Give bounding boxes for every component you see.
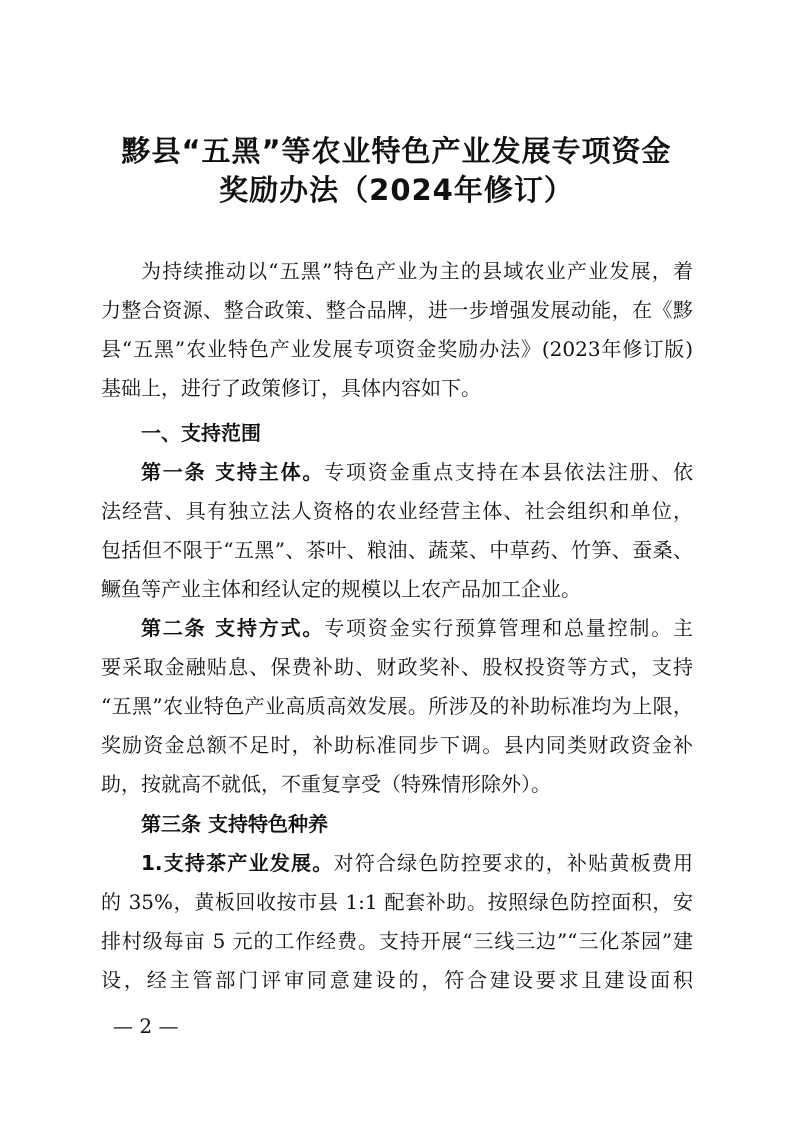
article-label: 第一条 支持主体。 (141, 460, 325, 484)
article-paragraph-line: “五黑”农业特色产业高质高效发展。所涉及的补助标准均为上限， (101, 694, 693, 718)
item-paragraph-line: 设，经主管部门评审同意建设的，符合建设要求且建设面积 (101, 968, 693, 992)
item-paragraph-line: 排村级每亩 5 元的工作经费。支持开展“三线三边”“三化茶园”建 (101, 929, 693, 953)
article-heading: 第三条 支持特色种养 (141, 812, 328, 836)
article-paragraph-line: 包括但不限于“五黑”、茶叶、粮油、蔬菜、中草药、竹笋、蚕桑、 (101, 538, 693, 562)
item-paragraph-line: 的 35%，黄板回收按市县 1:1 配套补助。按照绿色防控面积，安 (101, 890, 693, 914)
document-title-line2: 奖励办法（2024年修订） (219, 173, 574, 207)
article-paragraph-line: 助，按就高不就低，不重复享受（特殊情形除外）。 (101, 772, 551, 796)
item-paragraph-line (141, 850, 693, 876)
article-paragraph-line: 法经营、具有独立法人资格的农业经营主体、社会组织和单位， (101, 499, 693, 523)
section-heading: 一、支持范围 (141, 421, 261, 445)
article-text: 专项资金实行预算管理和总量控制。主 (324, 616, 694, 640)
article-paragraph-line: 要采取金融贴息、保费补助、财政奖补、股权投资等方式，支持 (101, 655, 693, 679)
document-title-line1: 黟县“五黑”等农业特色产业发展专项资金 (121, 134, 672, 168)
intro-line: 基础上，进行了政策修订，具体内容如下。 (101, 376, 481, 400)
article-label: 第二条 支持方式。 (141, 616, 325, 640)
article-paragraph-line: 奖励资金总额不足时，补助标准同步下调。县内同类财政资金补 (101, 733, 693, 757)
page-number: — 2 — (113, 1014, 179, 1038)
article-paragraph-line (141, 459, 693, 485)
article-paragraph-line (141, 615, 693, 641)
intro-line: 为持续推动以“五黑”特色产业为主的县域农业产业发展，着 (141, 259, 693, 283)
item-label: 1.支持茶产业发展。 (141, 851, 334, 875)
article-text: 专项资金重点支持在本县依法注册、依 (324, 460, 694, 484)
article-paragraph-line: 鳜鱼等产业主体和经认定的规模以上农产品加工企业。 (101, 577, 581, 601)
intro-line: 力整合资源、整合政策、整合品牌，进一步增强发展动能，在《黟 (101, 298, 693, 322)
item-text: 对符合绿色防控要求的，补贴黄板费用 (333, 851, 694, 875)
intro-line: 县“五黑”农业特色产业发展专项资金奖励办法》(2023年修订版) (101, 337, 693, 361)
